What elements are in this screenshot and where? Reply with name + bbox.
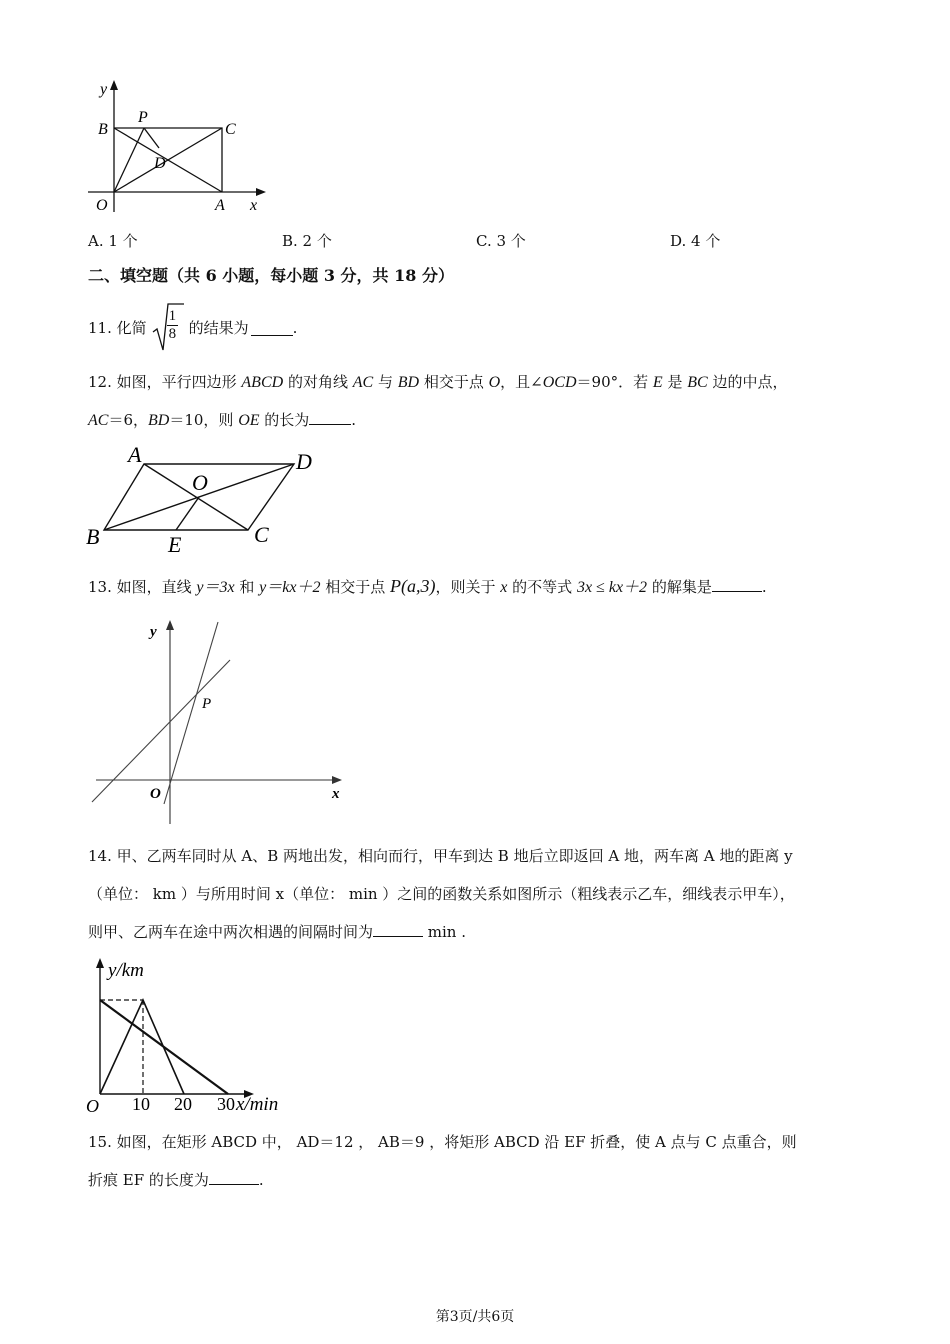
q11-end: . <box>292 319 298 337</box>
q11-frac-num: 1 <box>168 308 177 324</box>
q12-label-c: C <box>254 522 269 547</box>
q14-label-x: x/min <box>236 1094 279 1115</box>
q10-label-y: y <box>100 81 108 98</box>
q14-label-y: y/km <box>108 960 144 981</box>
q11-answer-blank[interactable] <box>251 321 293 336</box>
section2-title: 二、填空题（共 6 小题，每小题 3 分，共 18 分） <box>88 266 454 285</box>
q10-option-a: A. 1 个 <box>88 232 138 250</box>
q12-label-e: E <box>168 532 182 556</box>
q10-label-a: A <box>215 197 225 214</box>
q12-label-d: D <box>296 449 312 474</box>
q12-label-a: A <box>128 444 142 467</box>
q14-figure <box>84 952 300 1118</box>
q14-tick-10: 10 <box>132 1094 150 1114</box>
q14-line3: 则甲、乙两车在途中两次相遇的间隔时间为 min . <box>88 923 467 941</box>
q12-answer-blank[interactable] <box>309 410 351 425</box>
q12-label-o: O <box>192 470 208 495</box>
q12-line2: AC＝6，BD＝10，则 OE 的长为 . <box>88 411 357 429</box>
q13-line: 13. 如图，直线 y＝3x 和 y＝kx＋2 相交于点 P(a,3)，则关于 x 的不等式 3x ≤ kx＋2 的解集是 . <box>88 576 767 596</box>
q11-frac-den: 8 <box>168 326 177 342</box>
q13-label-x: x <box>332 786 340 802</box>
q13-figure <box>88 616 350 828</box>
q12-label-b: B <box>86 524 100 549</box>
q10-label-b: B <box>98 121 108 138</box>
q14-answer-blank[interactable] <box>373 922 423 937</box>
q10-option-c: C. 3 个 <box>476 232 526 250</box>
q12-line1: 12. 如图，平行四边形 ABCD 的对角线 AC 与 BD 相交于点 O，且∠OCD＝90°．若 E 是 BC 边的中点， <box>88 373 788 391</box>
q11-suffix: 的结果为 <box>188 319 249 337</box>
q13-answer-blank[interactable] <box>712 577 762 592</box>
q11 <box>88 300 297 356</box>
q11-sqrt <box>151 302 185 354</box>
q14-line2: （单位： km ）与所用时间 x（单位： min ）之间的函数关系如图所示（粗线表示乙车，细线表示甲车）， <box>88 885 795 903</box>
q15-line1: 15. 如图，在矩形 ABCD 中， AD＝12 ， AB＝9 ，将矩形 ABCD 沿 EF 折叠，使 A 点与 C 点重合，则 <box>88 1133 797 1151</box>
q14-label-o: O <box>86 1096 99 1116</box>
q10-label-x: x <box>250 197 258 214</box>
q14-tick-30: 30 <box>217 1094 235 1114</box>
page-number: 第3页/共6页 <box>435 1309 515 1325</box>
q14-line1: 14. 甲、乙两车同时从 A、B 两地出发，相向而行，甲车到达 B 地后立即返回 A 地，两车离 A 地的距离 y <box>88 847 793 865</box>
q11-prefix: 11. 化简 <box>88 319 147 337</box>
q13-label-p: P <box>202 696 212 712</box>
q10-figure <box>84 76 274 216</box>
q14-tick-20: 20 <box>174 1094 192 1114</box>
q10-label-o: O <box>96 197 108 214</box>
q10-label-c: C <box>225 121 236 138</box>
q10-label-p: P <box>138 109 148 126</box>
q13-label-o: O <box>150 786 161 802</box>
q15-answer-blank[interactable] <box>209 1170 259 1185</box>
q13-label-y: y <box>150 624 157 640</box>
q10-option-d: D. 4 个 <box>670 232 721 250</box>
q10-label-d: D <box>154 155 166 172</box>
q10-option-b: B. 2 个 <box>282 232 332 250</box>
q15-line2: 折痕 EF 的长度为 . <box>88 1171 264 1189</box>
q12-figure <box>84 444 324 556</box>
